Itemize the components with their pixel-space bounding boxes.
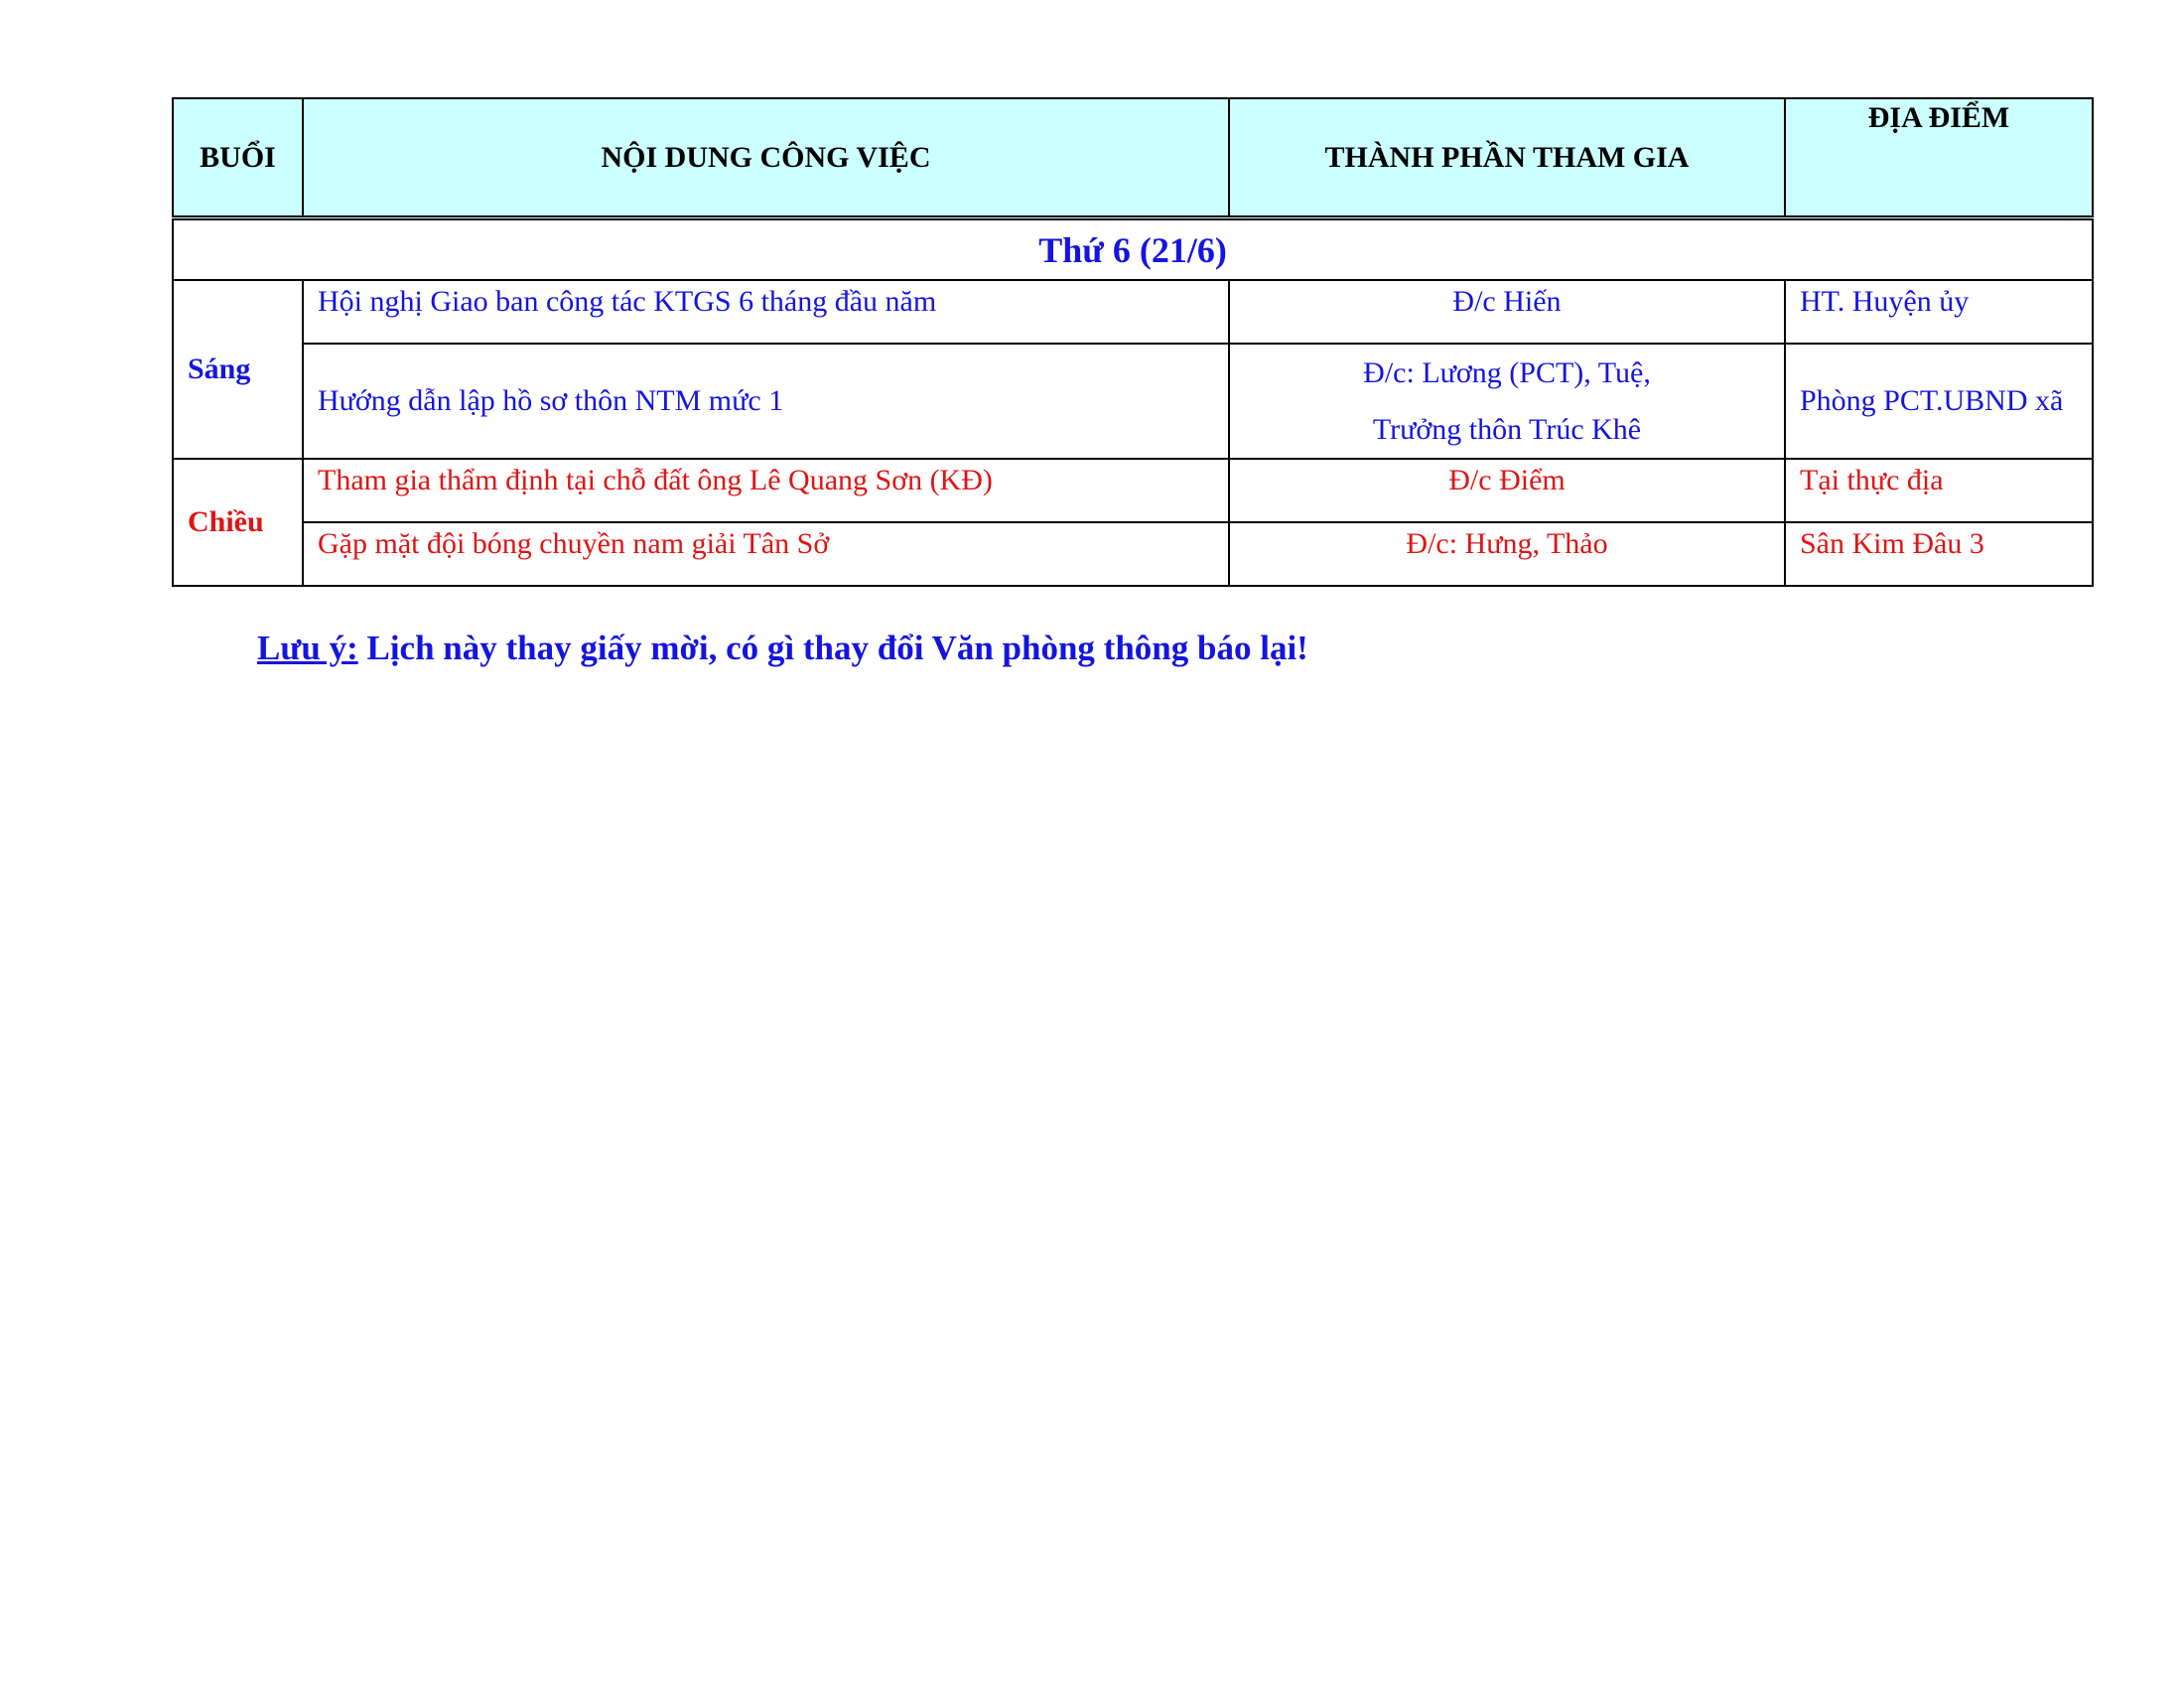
location-cell: Tại thực địa xyxy=(1785,459,2093,522)
location-cell: Phòng PCT.UBND xã xyxy=(1785,344,2093,459)
location-cell: HT. Huyện ủy xyxy=(1785,280,2093,344)
participants-cell xyxy=(1229,344,1785,459)
table-header-row xyxy=(173,98,2093,218)
table-row xyxy=(173,280,2093,344)
header-dia-diem: ĐỊA ĐIỂM xyxy=(1785,98,2093,218)
location-cell: Sân Kim Đâu 3 xyxy=(1785,522,2093,586)
header-thanh-phan: THÀNH PHẦN THAM GIA xyxy=(1229,98,1785,218)
note xyxy=(257,629,1308,668)
day-row xyxy=(173,218,2093,281)
schedule-table xyxy=(172,97,2094,587)
header-noi-dung: NỘI DUNG CÔNG VIỆC xyxy=(303,98,1229,218)
task-cell: Hội nghị Giao ban công tác KTGS 6 tháng đầu năm xyxy=(303,280,1229,344)
note-text: Lịch này thay giấy mời, có gì thay đổi Văn phòng thông báo lại! xyxy=(357,629,1308,667)
session-morning: Sáng xyxy=(173,280,303,459)
day-title: Thứ 6 (21/6) xyxy=(173,218,2093,281)
participants-line: Trưởng thôn Trúc Khê xyxy=(1372,413,1642,446)
task-cell: Gặp mặt đội bóng chuyền nam giải Tân Sở xyxy=(303,522,1229,586)
note-label: Lưu ý: xyxy=(257,629,358,667)
participants-cell: Đ/c Hiến xyxy=(1229,280,1785,344)
table-row xyxy=(173,344,2093,459)
header-buoi: BUỔI xyxy=(173,98,303,218)
task-cell: Hướng dẫn lập hồ sơ thôn NTM mức 1 xyxy=(303,344,1229,459)
table-row xyxy=(173,522,2093,586)
participants-cell: Đ/c Điểm xyxy=(1229,459,1785,522)
task-cell: Tham gia thẩm định tại chỗ đất ông Lê Quang Sơn (KĐ) xyxy=(303,459,1229,522)
table-row xyxy=(173,459,2093,522)
session-afternoon: Chiều xyxy=(173,459,303,586)
participants-line: Đ/c: Lương (PCT), Tuệ, xyxy=(1363,356,1651,389)
participants-cell: Đ/c: Hưng, Thảo xyxy=(1229,522,1785,586)
